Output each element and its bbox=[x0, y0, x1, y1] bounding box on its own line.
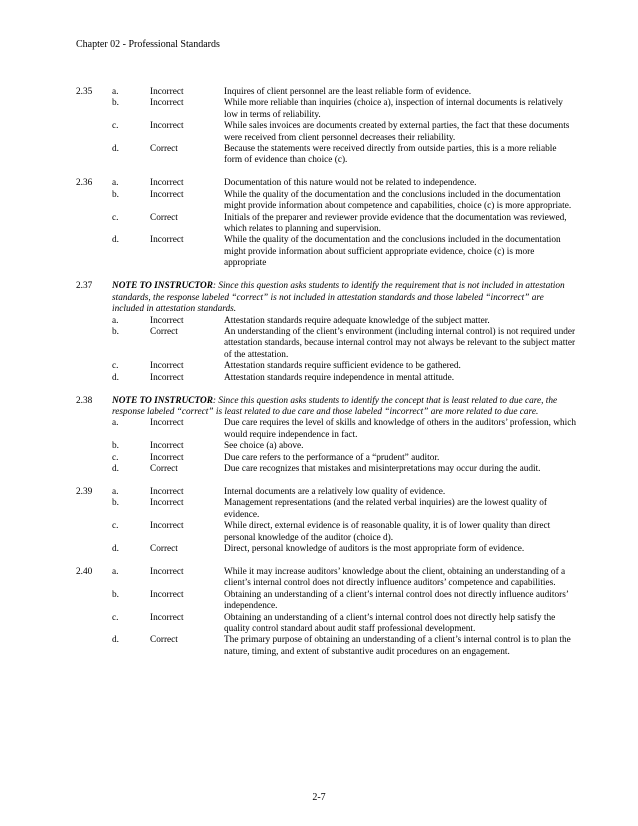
answer-explanation: Inquires of client personnel are the least reliable form of evidence. bbox=[224, 87, 472, 97]
answer-row bbox=[76, 464, 576, 475]
answer-status: Incorrect bbox=[150, 521, 184, 532]
answer-status: Incorrect bbox=[150, 441, 184, 452]
answer-row bbox=[76, 373, 576, 384]
answer-explanation: The primary purpose of obtaining an understanding of a client’s internal control is to plan the nature, timing, and extent of substantive audit procedures on an engagement. bbox=[224, 635, 571, 657]
answer-row bbox=[76, 635, 576, 658]
answer-status: Incorrect bbox=[150, 418, 184, 429]
answer-status: Incorrect bbox=[150, 189, 184, 200]
answer-letter: a. bbox=[112, 418, 119, 429]
answer-explanation: Attestation standards require independence in mental attitude. bbox=[224, 372, 455, 383]
answer-row bbox=[76, 521, 576, 544]
answer-letter: d. bbox=[112, 463, 119, 474]
answer-status: Correct bbox=[150, 635, 178, 646]
answer-row bbox=[76, 121, 576, 144]
answer-explanation: Direct, personal knowledge of auditors is the most appropriate form of evidence. bbox=[224, 544, 525, 554]
answer-row bbox=[76, 144, 576, 167]
question-2-38 bbox=[76, 396, 576, 476]
answer-row bbox=[76, 498, 576, 521]
answer-key bbox=[76, 87, 576, 670]
answer-explanation: Documentation of this nature would not be related to independence. bbox=[224, 178, 477, 189]
instructor-note-text: : Since this question asks students to identify the requirement that is not included in attestation standards, the response labeled “correct” is not included in attestation standards and those labeled “incorrect” are included in attestation standards. bbox=[112, 281, 565, 315]
answer-explanation: Management representations (and the related verbal inquiries) are the lowest quality of evidence. bbox=[224, 498, 547, 520]
answer-letter: a. bbox=[112, 178, 119, 189]
answer-letter: c. bbox=[112, 361, 119, 372]
answer-letter: a. bbox=[112, 486, 119, 497]
answer-status: Incorrect bbox=[150, 178, 184, 189]
instructor-note-label: NOTE TO INSTRUCTOR bbox=[112, 281, 213, 292]
answer-row bbox=[76, 544, 576, 555]
answer-explanation: While sales invoices are documents created by external parties, the fact that these documents were received from client personnel decreases their reliability. bbox=[224, 121, 570, 143]
answer-letter: c. bbox=[112, 121, 119, 132]
answer-letter: b. bbox=[112, 326, 119, 337]
answer-status: Incorrect bbox=[150, 235, 184, 246]
answer-letter: c. bbox=[112, 452, 119, 463]
answer-letter: a. bbox=[112, 87, 119, 97]
answer-letter: b. bbox=[112, 589, 119, 600]
answer-letter: b. bbox=[112, 189, 119, 200]
answer-explanation: While the quality of the documentation and the conclusions included in the documentation might provide information about competence and capabilities, choice (c) is more appropriate. bbox=[224, 189, 572, 212]
answer-explanation: Attestation standards require sufficient evidence to be gathered. bbox=[224, 361, 461, 372]
answer-status: Incorrect bbox=[150, 567, 184, 577]
question-2-36 bbox=[76, 178, 576, 269]
answer-status: Incorrect bbox=[150, 589, 184, 600]
answer-row bbox=[76, 441, 576, 452]
answer-letter: d. bbox=[112, 372, 119, 383]
answer-row bbox=[76, 87, 576, 98]
instructor-note-label: NOTE TO INSTRUCTOR bbox=[112, 395, 213, 406]
answer-row bbox=[76, 235, 576, 269]
answer-explanation: While direct, external evidence is of reasonable quality, it is of lower quality than direct personal knowledge of the auditor (choice d). bbox=[224, 521, 551, 543]
question-number: 2.38 bbox=[76, 395, 93, 406]
answer-status: Incorrect bbox=[150, 486, 184, 497]
answer-letter: b. bbox=[112, 441, 119, 452]
answer-explanation: Because the statements were received directly from outside parties, this is a more reliable form of evidence than choice (c). bbox=[224, 144, 557, 166]
answer-explanation: Internal documents are a relatively low quality of evidence. bbox=[224, 486, 446, 497]
answer-letter: c. bbox=[112, 521, 119, 532]
answer-explanation: Initials of the preparer and reviewer provide evidence that the documentation was reviewed, which relates to planning and supervision. bbox=[224, 212, 567, 235]
question-number: 2.36 bbox=[76, 178, 93, 189]
answer-explanation: While more reliable than inquiries (choice a), inspection of internal documents is relatively low in terms of reliability. bbox=[224, 98, 563, 120]
answer-row bbox=[76, 487, 576, 498]
answer-explanation: An understanding of the client’s environment (including internal control) is not required under attestation standards, because internal control may not always be relevant to the subject matter of the attestation. bbox=[224, 326, 576, 360]
question-2-39 bbox=[76, 487, 576, 555]
answer-explanation: Attestation standards require adequate knowledge of the subject matter. bbox=[224, 315, 490, 326]
answer-letter: d. bbox=[112, 635, 119, 646]
question-number: 2.39 bbox=[76, 486, 93, 497]
answer-status: Incorrect bbox=[150, 87, 184, 97]
answer-explanation: Due care refers to the performance of a “prudent” auditor. bbox=[224, 452, 440, 463]
answer-status: Incorrect bbox=[150, 121, 184, 132]
answer-letter: c. bbox=[112, 612, 119, 623]
answer-status: Correct bbox=[150, 326, 178, 337]
answer-status: Incorrect bbox=[150, 612, 184, 623]
answer-row bbox=[76, 361, 576, 372]
answer-explanation: See choice (a) above. bbox=[224, 441, 304, 452]
answer-row bbox=[76, 213, 576, 236]
answer-explanation: While it may increase auditors’ knowledge about the client, obtaining an understanding of a client’s internal control does not directly influence auditors’ competence and capabilities. bbox=[224, 567, 566, 589]
answer-row bbox=[76, 190, 576, 213]
answer-explanation: While the quality of the documentation and the conclusions included in the documentation might provide information about sufficient appropriate evidence, choice (c) is more appropriate bbox=[224, 235, 561, 269]
answer-status: Incorrect bbox=[150, 452, 184, 463]
page-number: 2-7 bbox=[312, 792, 326, 803]
question-2-37 bbox=[76, 281, 576, 384]
answer-row bbox=[76, 567, 576, 590]
answer-status: Incorrect bbox=[150, 98, 184, 109]
answer-letter: d. bbox=[112, 144, 119, 155]
page-header: Chapter 02 - Professional Standards bbox=[76, 39, 220, 50]
answer-status: Incorrect bbox=[150, 498, 184, 509]
answer-explanation: Due care requires the level of skills and knowledge of others in the auditors’ profession, which would require independence in fact. bbox=[224, 418, 576, 440]
question-number: 2.40 bbox=[76, 567, 93, 577]
question-number: 2.35 bbox=[76, 87, 93, 97]
answer-row bbox=[76, 316, 576, 327]
answer-status: Correct bbox=[150, 144, 178, 155]
answer-explanation: Obtaining an understanding of a client’s internal control does not directly help satisfy the quality control standard about audit staff professional development. bbox=[224, 612, 556, 635]
answer-row bbox=[76, 327, 576, 361]
answer-letter: d. bbox=[112, 235, 119, 246]
answer-letter: a. bbox=[112, 315, 119, 326]
answer-letter: b. bbox=[112, 98, 119, 109]
answer-explanation: Due care recognizes that mistakes and misinterpretations may occur during the audit. bbox=[224, 463, 541, 474]
answer-row bbox=[76, 418, 576, 441]
answer-status: Correct bbox=[150, 463, 178, 474]
question-2-40 bbox=[76, 567, 576, 658]
answer-letter: a. bbox=[112, 567, 119, 577]
answer-status: Correct bbox=[150, 212, 178, 223]
answer-row bbox=[76, 453, 576, 464]
answer-status: Incorrect bbox=[150, 372, 184, 383]
answer-row bbox=[76, 98, 576, 121]
answer-letter: b. bbox=[112, 498, 119, 509]
answer-letter: d. bbox=[112, 544, 119, 554]
answer-status: Incorrect bbox=[150, 315, 184, 326]
answer-status: Correct bbox=[150, 544, 178, 554]
answer-row bbox=[76, 590, 576, 613]
question-number: 2.37 bbox=[76, 281, 93, 292]
instructor-note-text: : Since this question asks students to identify the concept that is least related to due care, the response labeled “correct” is least related to due care and those labeled “incorrect” are more related to due care. bbox=[112, 395, 558, 417]
answer-row bbox=[76, 613, 576, 636]
answer-explanation: Obtaining an understanding of a client’s internal control does not directly influence auditors’ independence. bbox=[224, 589, 569, 612]
answer-status: Incorrect bbox=[150, 361, 184, 372]
instructor-note bbox=[76, 281, 576, 315]
instructor-note bbox=[76, 396, 576, 419]
question-2-35 bbox=[76, 87, 576, 167]
answer-row bbox=[76, 178, 576, 189]
answer-letter: c. bbox=[112, 212, 119, 223]
